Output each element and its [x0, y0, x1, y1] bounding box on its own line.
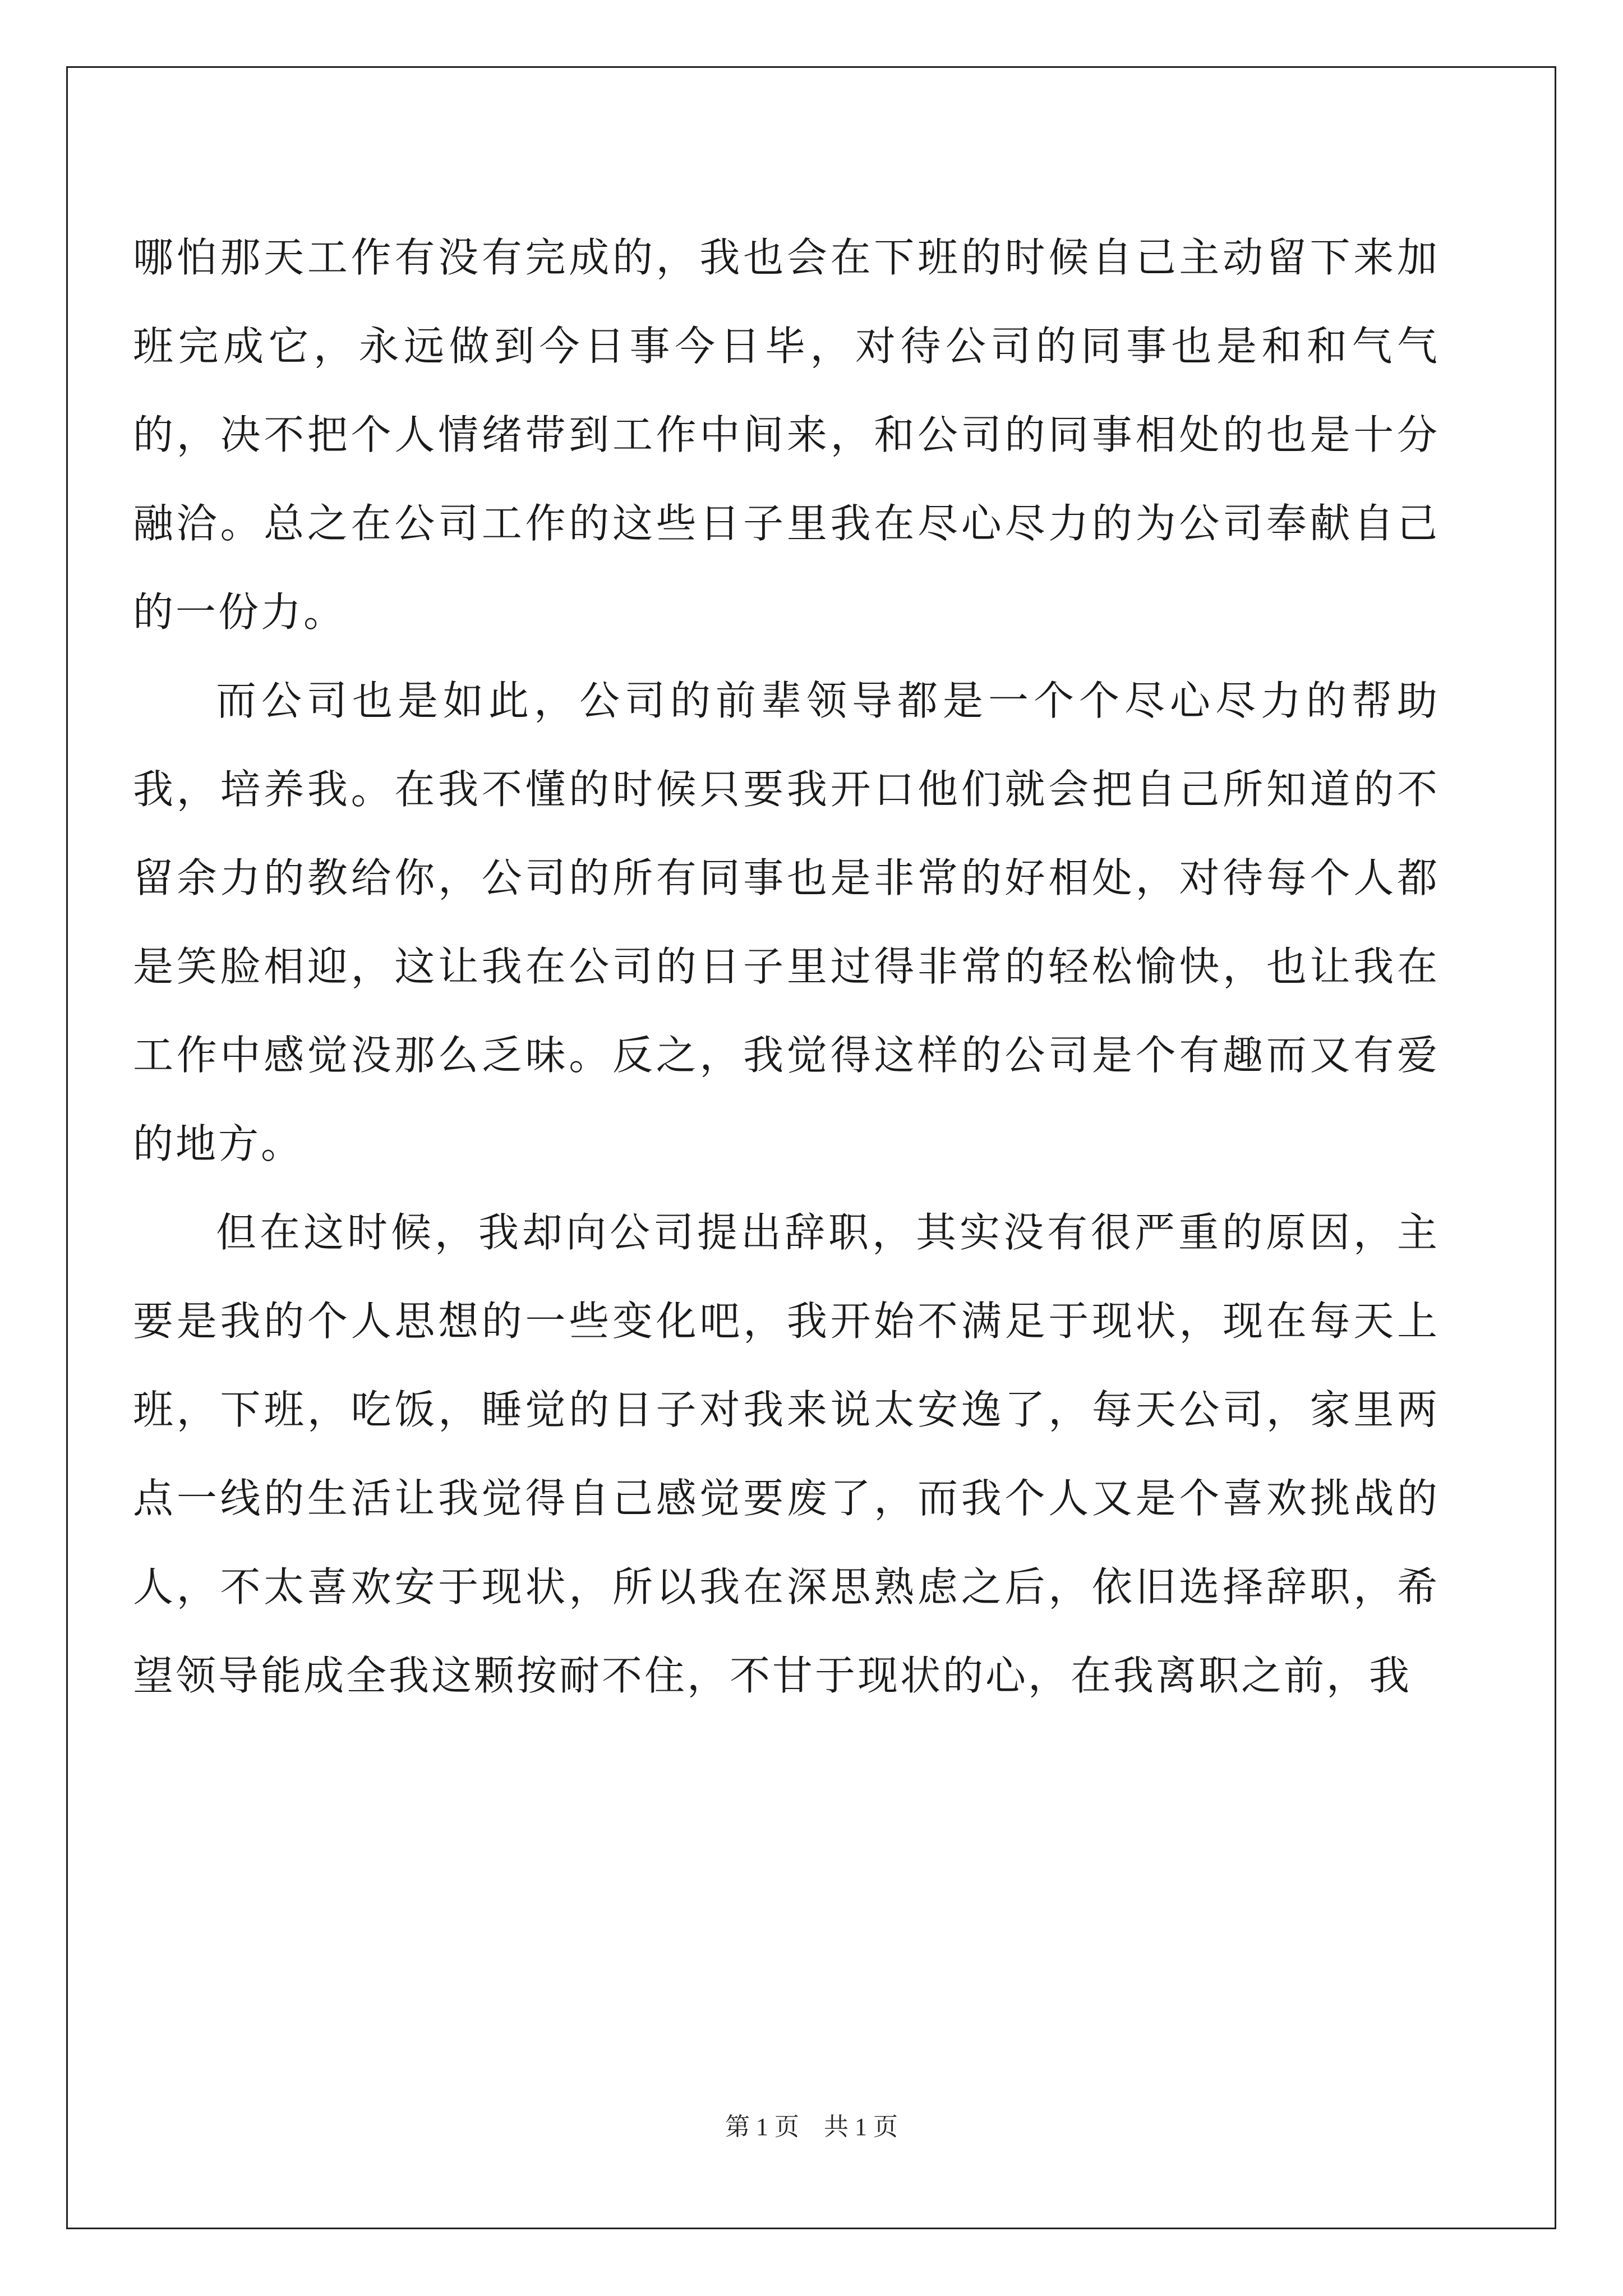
paragraph-1: 哪怕那天工作有没有完成的，我也会在下班的时候自己主动留下来加班完成它，永远做到今日事今日毕，对待公司的同事也是和和气气的，决不把个人情绪带到工作中间来，和公司的同事相处的也是十分融洽。总之在公司工作的这些日子里我在尽心尽力的为公司奉献自己的一份力。	[133, 234, 1440, 636]
document-body	[133, 213, 1440, 1720]
page-number-footer: 第 1 页 共 1 页	[725, 2113, 898, 2141]
paragraph-2: 而公司也是如此，公司的前辈领导都是一个个尽心尽力的帮助我，培养我。在我不懂的时候只要我开口他们就会把自己所知道的不留余力的教给你，公司的所有同事也是非常的好相处，对待每个人都是笑脸相迎，这让我在公司的日子里过得非常的轻松愉快，也让我在工作中感觉没那么乏味。反之，我觉得这样的公司是个有趣而又有爱的地方。	[133, 677, 1440, 1167]
paragraph-3: 但在这时候，我却向公司提出辞职，其实没有很严重的原因，主要是我的个人思想的一些变化吧，我开始不满足于现状，现在每天上班，下班，吃饭，睡觉的日子对我来说太安逸了，每天公司，家里两点一线的生活让我觉得自己感觉要废了，而我个人又是个喜欢挑战的人，不太喜欢安于现状，所以我在深思熟虑之后，依旧选择辞职，希望领导能成全我这颗按耐不住，不甘于现状的心，在我离职之前，我	[133, 1209, 1440, 1699]
